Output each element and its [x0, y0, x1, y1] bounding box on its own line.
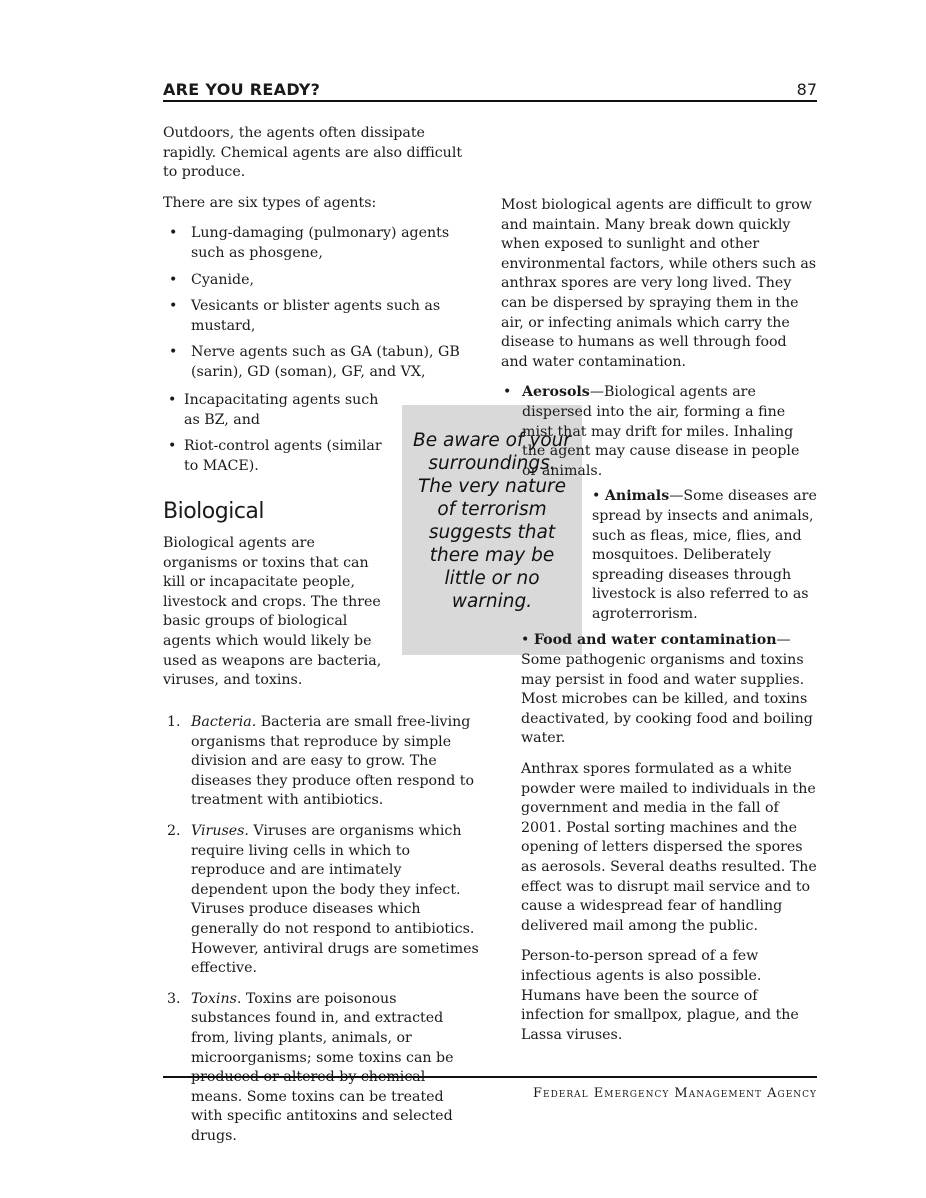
agency-name: Federal Emergency Management Agency	[533, 1086, 817, 1101]
page-footer	[163, 1076, 817, 1101]
bullet-item: • Vesicants or blister agents such as mustard,	[169, 298, 441, 334]
intro-paragraph: Outdoors, the agents often dissipate rapidly. Chemical agents are also difficult to produce.	[163, 125, 463, 181]
bio-intro-paragraph: Biological agents are organisms or toxins that can kill or incapacitate people, livestock and crops. The three basic groups of biological agents which would likely be used as weapons are bacteria, viruses, and toxins.	[163, 534, 382, 689]
person-to-person-paragraph: Person-to-person spread of a few infectious agents is also possible. Humans have been the source of infection for smallpox, plague, and the Lassa viruses.	[521, 948, 799, 1043]
page-header	[163, 80, 817, 102]
food-water-item: • Food and water contamination—Some pathogenic organisms and toxins may persist in food and water supplies. Most microbes can be killed, and toxins deactivated, by cooking food and boiling water.	[521, 632, 813, 747]
numbered-item: 3. Toxins. Toxins are poisonous substances found in, and extracted from, living plants, animals, or microorganisms; some toxins can be produced or altered by chemical means. Some toxins can be treated with specific antitoxins and selected drugs.	[167, 990, 454, 1144]
biological-agents-paragraph: Most biological agents are difficult to grow and maintain. Many break down quickly when exposed to sunlight and other environmental factors, while others such as anthrax spores are very long lived. They can be dispersed by spraying them in the air, or infecting animals which carry the disease to humans as well through food and water contamination.	[501, 197, 817, 370]
right-column	[501, 196, 817, 1056]
bullet-item: • Cyanide,	[169, 271, 254, 288]
page-number: 87	[796, 80, 817, 99]
bullet-item: • Incapacitating agents such as BZ, and	[168, 392, 379, 428]
numbered-item: 2. Viruses. Viruses are organisms which require living cells in which to reproduce and are intimately dependent upon the body they infect. Viruses produce diseases which generally do not respond to antibiotics. However, antiviral drugs are sometimes effective.	[167, 822, 479, 977]
bullet-item: • Nerve agents such as GA (tabun), GB (sarin), GD (soman), GF, and VX,	[169, 344, 460, 380]
section-heading: Biological	[163, 499, 265, 525]
bullet-item: • Lung-damaging (pulmonary) agents such as phosgene,	[169, 225, 450, 261]
aerosols-item: • Aerosols—Biological agents are dispersed into the air, forming a fine mist that may drift for miles. Inhaling the agent may cause disease in people or animals.	[503, 384, 800, 479]
running-title: ARE YOU READY?	[163, 80, 321, 99]
pull-quote: Be aware of your surroundings. The very nature of terrorism suggests that there may be little or no warning.	[413, 430, 571, 612]
anthrax-paragraph: Anthrax spores formulated as a white powder were mailed to individuals in the government and media in the fall of 2001. Postal sorting machines and the opening of letters dispersed the spores as aerosols. Several deaths resulted. The effect was to disrupt mail service and to cause a widespread fear of handling delivered mail among the public.	[521, 761, 817, 934]
left-column-narrow	[163, 391, 391, 702]
numbered-item: 1. Bacteria. Bacteria are small free-living organisms that reproduce by simple division and are easy to grow. The diseases they produce often respond to treatment with antibiotics.	[167, 714, 475, 809]
left-column-top	[163, 124, 473, 390]
bullet-item: • Riot-control agents (similar to MACE).	[168, 438, 382, 474]
animals-item: • Animals—Some diseases are spread by insects and animals, such as fleas, mice, flies, and mosquitoes. Deliberately spreading diseases through livestock is also referred to as agroterrorism.	[592, 488, 817, 622]
left-column-list	[163, 713, 479, 1157]
six-types-paragraph: There are six types of agents:	[163, 194, 377, 211]
